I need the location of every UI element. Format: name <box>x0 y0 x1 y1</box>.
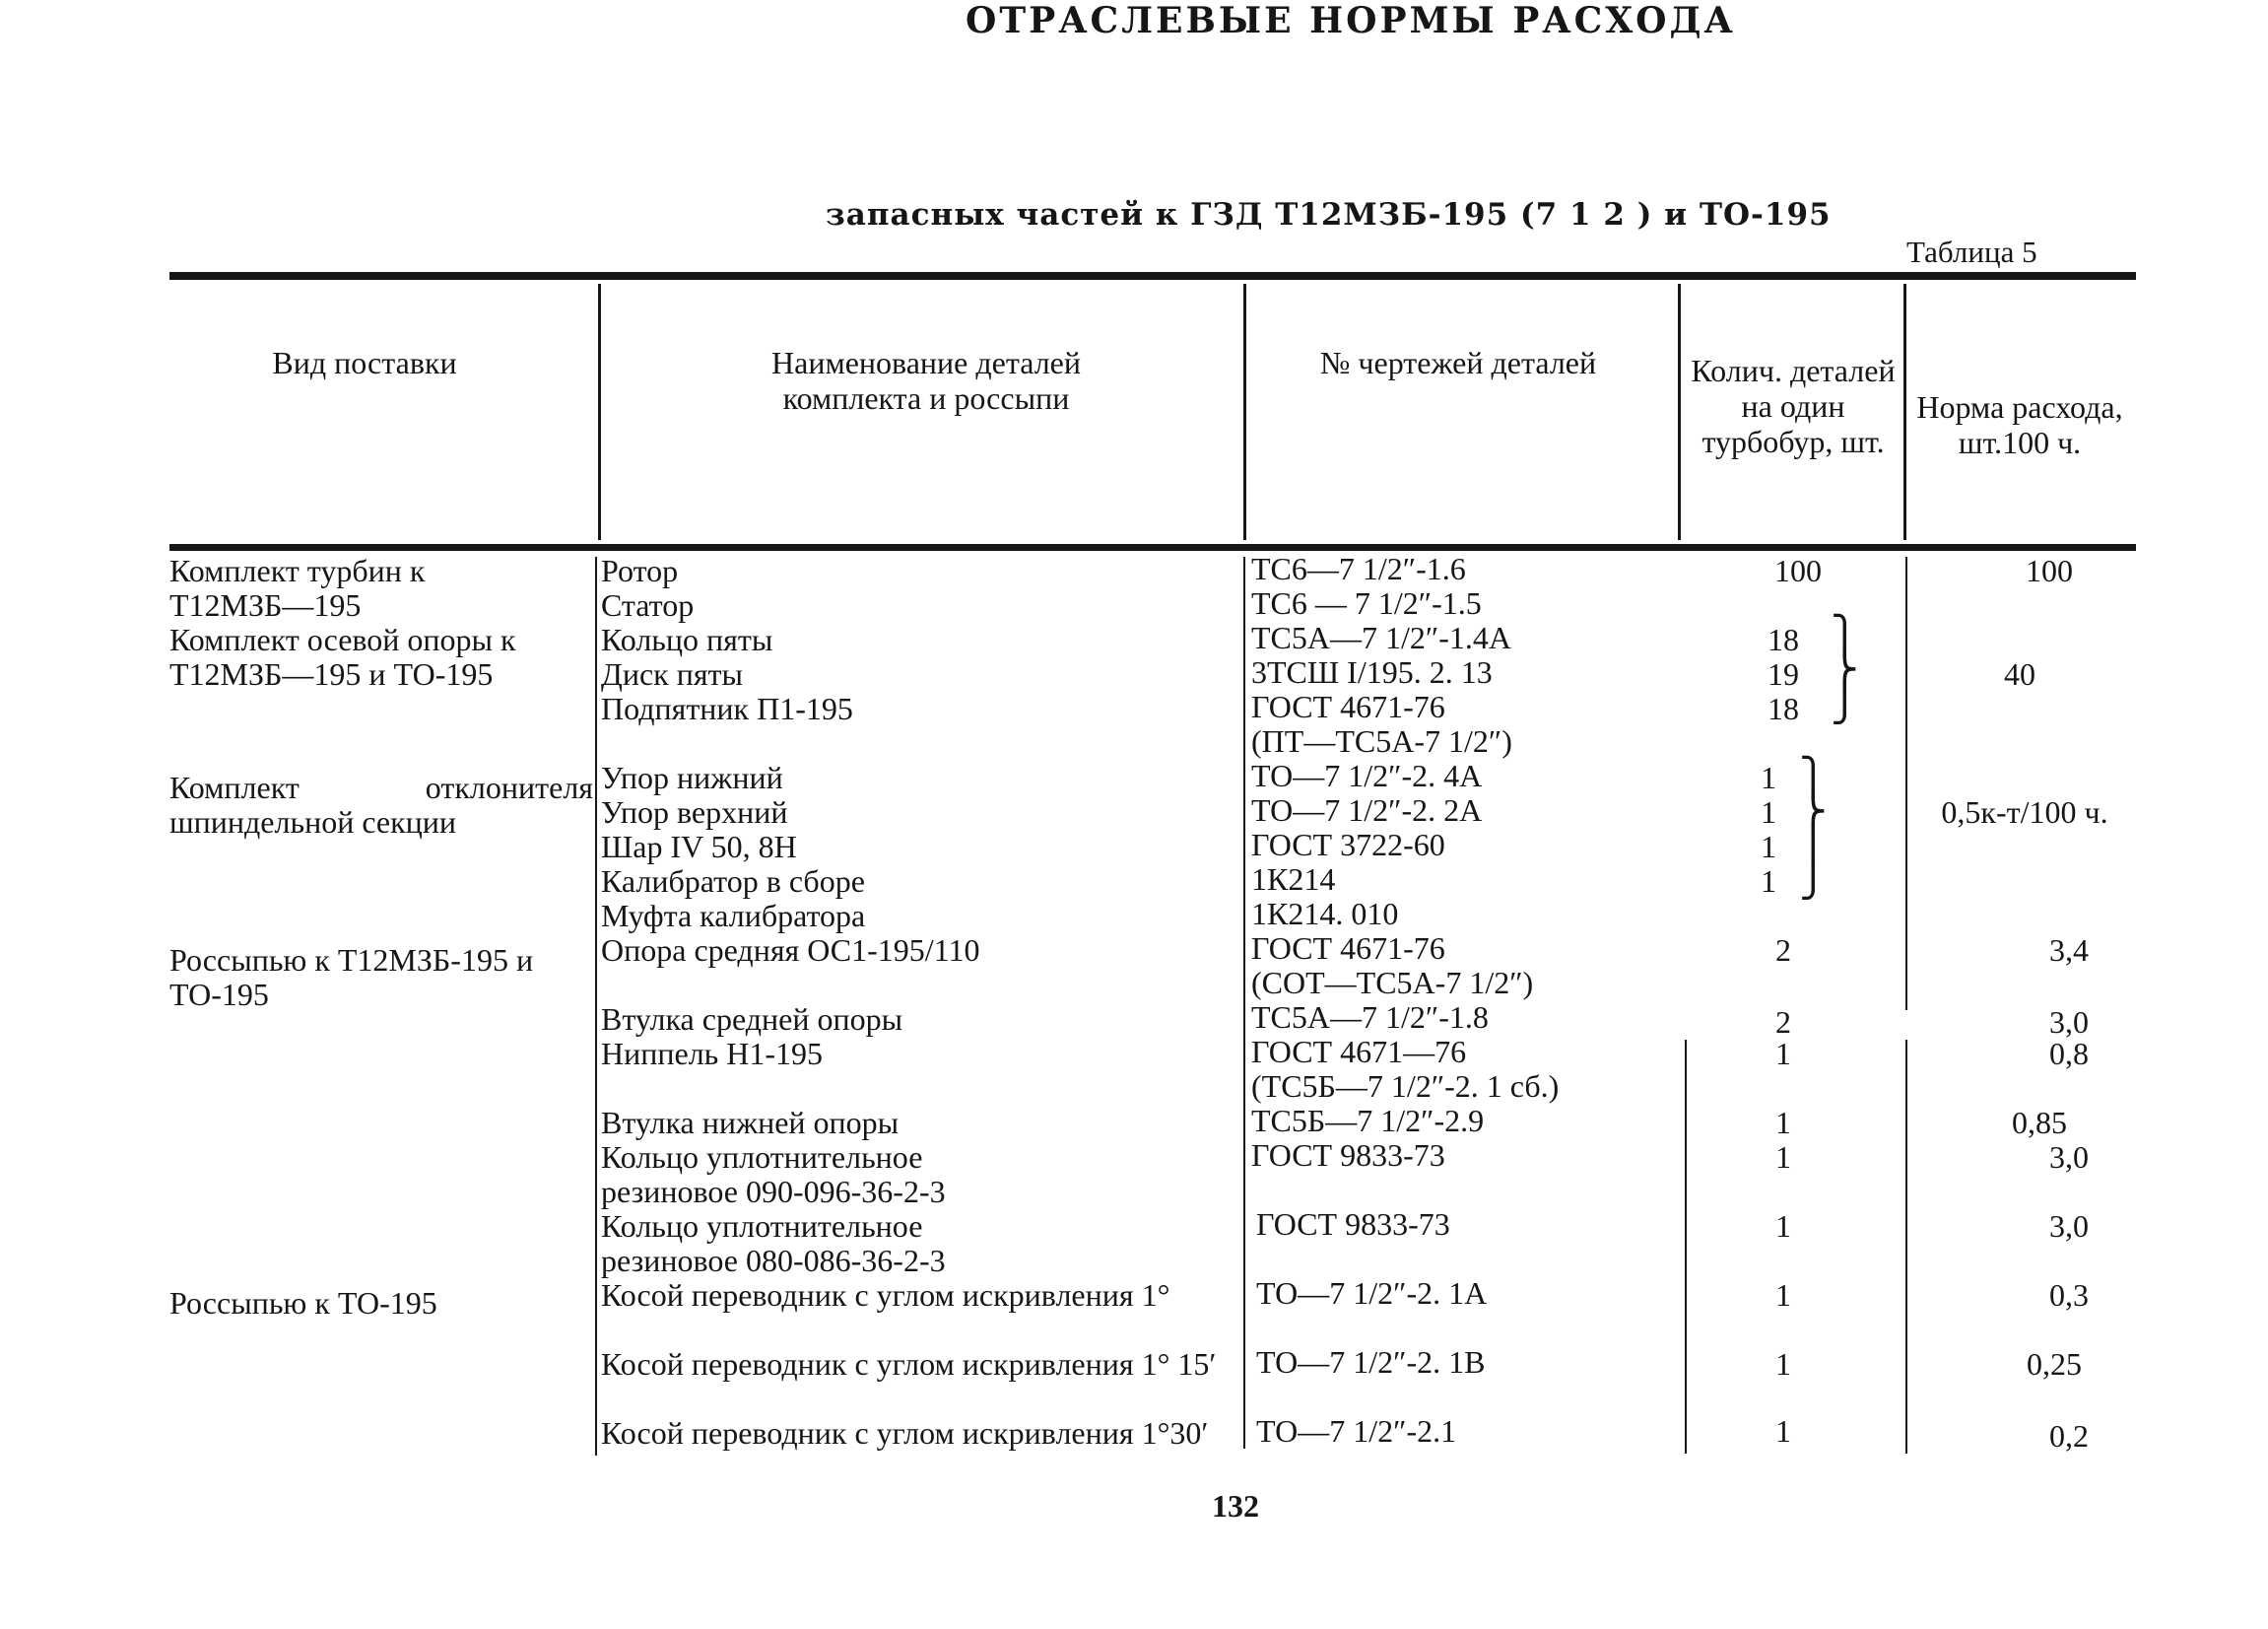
consumption-norm: 3,4 <box>2049 932 2089 968</box>
drawing-number: ГОСТ 4671-76 <box>1251 689 1445 724</box>
part-name: Опора средняя ОС1-195/110 <box>601 932 980 968</box>
header-quantity: Колич. деталей на один турбобур, шт. <box>1691 353 1896 459</box>
drawing-number: ТО—7 1/2″-2. 1В <box>1256 1344 1486 1380</box>
quantity: 18 <box>1768 622 1799 657</box>
quantity: 18 <box>1768 691 1799 726</box>
drawing-number-secondary: (ТС5Б—7 1/2″-2. 1 сб.) <box>1251 1068 1560 1104</box>
quantity: 1 <box>1775 1036 1791 1071</box>
consumption-norm: 3,0 <box>2049 1139 2089 1175</box>
header-part-name: Наименование деталей комплекта и россыпи <box>771 345 1081 416</box>
consumption-norm: 0,8 <box>2049 1036 2089 1071</box>
drawing-number: ТО—7 1/2″-2. 2А <box>1251 792 1483 828</box>
drawing-number: ГОСТ 9833-73 <box>1256 1206 1450 1242</box>
consumption-norm: 3,0 <box>2049 1208 2089 1244</box>
consumption-norm: 40 <box>2004 656 2035 692</box>
drawing-number-secondary: (СОТ—ТС5А-7 1/2″) <box>1251 965 1534 1000</box>
drawing-number: ГОСТ 4671-76 <box>1251 930 1445 966</box>
quantity: 1 <box>1775 1413 1791 1449</box>
drawing-number: ТО—7 1/2″-2. 1А <box>1256 1275 1488 1311</box>
header-col-divider-1 <box>598 284 601 540</box>
part-name: Втулка средней опоры <box>601 1001 903 1037</box>
table-label: Таблица 5 <box>1906 235 2037 269</box>
drawing-number: ТС6—7 1/2″-1.6 <box>1251 551 1466 586</box>
drawing-number: ТС5Б—7 1/2″-2.9 <box>1251 1103 1485 1138</box>
quantity: 19 <box>1768 656 1799 692</box>
part-name: Диск пяты <box>601 656 744 692</box>
consumption-norm: 0,5к-т/100 ч. <box>1941 794 2108 830</box>
part-name: Упор нижний <box>601 760 783 795</box>
drawing-number: 1К214. 010 <box>1251 896 1399 931</box>
body-col-divider-4 <box>1685 1040 1687 1454</box>
drawing-number: ТО—7 1/2″-2. 4А <box>1251 758 1483 793</box>
quantity: 1 <box>1775 1208 1791 1244</box>
quantity: 100 <box>1774 553 1822 588</box>
part-name: Кольцо уплотнительное резиновое 090-096-36-2-3 <box>601 1139 946 1209</box>
body-col-divider-3a <box>1905 557 1907 1010</box>
consumption-norm: 0,85 <box>2012 1105 2067 1140</box>
body-col-divider-2 <box>1243 557 1245 1449</box>
quantity: 1 <box>1775 1277 1791 1313</box>
group-turbine-kit: Комплект турбин к Т12МЗБ—195 <box>169 553 426 623</box>
header-delivery-type: Вид поставки <box>272 345 457 380</box>
group-loose-to195: Россыпью к ТО-195 <box>169 1285 437 1321</box>
part-name: Косой переводник с углом искривления 1°30′ <box>601 1415 1209 1451</box>
quantity: 1 <box>1775 1105 1791 1140</box>
quantity: 1 <box>1775 1139 1791 1175</box>
consumption-norm: 3,0 <box>2049 1004 2089 1040</box>
quantity: 2 <box>1775 1004 1791 1040</box>
quantity: 1 <box>1761 863 1776 899</box>
document-title: ОТРАСЛЕВЫЕ НОРМЫ РАСХОДА <box>966 0 1736 41</box>
drawing-number: ГОСТ 9833-73 <box>1251 1137 1445 1173</box>
part-name: Косой переводник с углом искривления 1° 15′ <box>601 1346 1217 1382</box>
part-name: Кольцо уплотнительное резиновое 080-086-36-2-3 <box>601 1208 946 1278</box>
part-name: Упор верхний <box>601 794 788 830</box>
drawing-number: 1К214 <box>1251 861 1336 897</box>
body-col-divider-1 <box>595 557 597 1456</box>
header-drawing-number: № чертежей деталей <box>1319 345 1597 380</box>
part-name: Статор <box>601 587 695 623</box>
drawing-number: ТС5А—7 1/2″-1.4А <box>1251 620 1511 655</box>
body-col-divider-3b <box>1905 1040 1907 1454</box>
header-col-divider-2 <box>1243 284 1246 540</box>
part-name: Втулка нижней опоры <box>601 1105 900 1140</box>
drawing-number: ТС5А—7 1/2″-1.8 <box>1251 999 1489 1035</box>
page-number: 132 <box>1212 1488 1259 1524</box>
group-brace: ⎫ ⎬ ⎭ <box>1831 614 1859 724</box>
part-name: Кольцо пяты <box>601 622 773 657</box>
quantity: 1 <box>1761 794 1776 830</box>
quantity: 1 <box>1761 760 1776 795</box>
consumption-norm: 0,3 <box>2049 1277 2089 1313</box>
drawing-number: ГОСТ 4671—76 <box>1251 1034 1467 1069</box>
consumption-norm: 100 <box>2026 553 2073 588</box>
part-name: Ротор <box>601 553 679 588</box>
drawing-number: ТО—7 1/2″-2.1 <box>1256 1413 1457 1449</box>
quantity: 1 <box>1761 829 1776 864</box>
document-subtitle: запасных частей к ГЗД Т12МЗБ-195 (7 1 2 ) и ТО-195 <box>826 197 1832 233</box>
header-col-divider-4 <box>1903 284 1906 540</box>
part-name: Ниппель Н1-195 <box>601 1036 824 1071</box>
drawing-number: ГОСТ 3722-60 <box>1251 827 1445 862</box>
part-name: Шар IV 50, 8Н <box>601 829 797 864</box>
consumption-norm: 0,2 <box>2049 1418 2089 1454</box>
drawing-number: 3ТСШ I/195. 2. 13 <box>1251 654 1493 690</box>
header-col-divider-3 <box>1678 284 1681 540</box>
consumption-norm: 0,25 <box>2027 1346 2082 1382</box>
group-brace: ⎫ ⎬ ⎪ ⎭ <box>1799 756 1828 900</box>
group-loose-both: Россыпью к Т12МЗБ-195 и ТО-195 <box>169 942 534 1012</box>
part-name: Калибратор в сборе <box>601 863 865 899</box>
part-name: Подпятник П1-195 <box>601 691 853 726</box>
part-name: Косой переводник с углом искривления 1° <box>601 1277 1170 1313</box>
group-axial-support-kit: Комплект осевой опоры к Т12МЗБ—195 и ТО-195 <box>169 622 516 692</box>
header-bottom-rule <box>169 544 2136 551</box>
header-consumption-norm: Норма расхода, шт.100 ч. <box>1916 389 2123 460</box>
group-deflector-kit: Комплект отклонителя шпиндельной секции <box>169 770 593 840</box>
quantity: 1 <box>1775 1346 1791 1382</box>
drawing-number-secondary: (ПТ—ТС5А-7 1/2″) <box>1251 723 1512 759</box>
table-top-rule <box>169 272 2136 280</box>
drawing-number: ТС6 — 7 1/2″-1.5 <box>1251 585 1482 621</box>
part-name: Муфта калибратора <box>601 898 866 933</box>
quantity: 2 <box>1775 932 1791 968</box>
